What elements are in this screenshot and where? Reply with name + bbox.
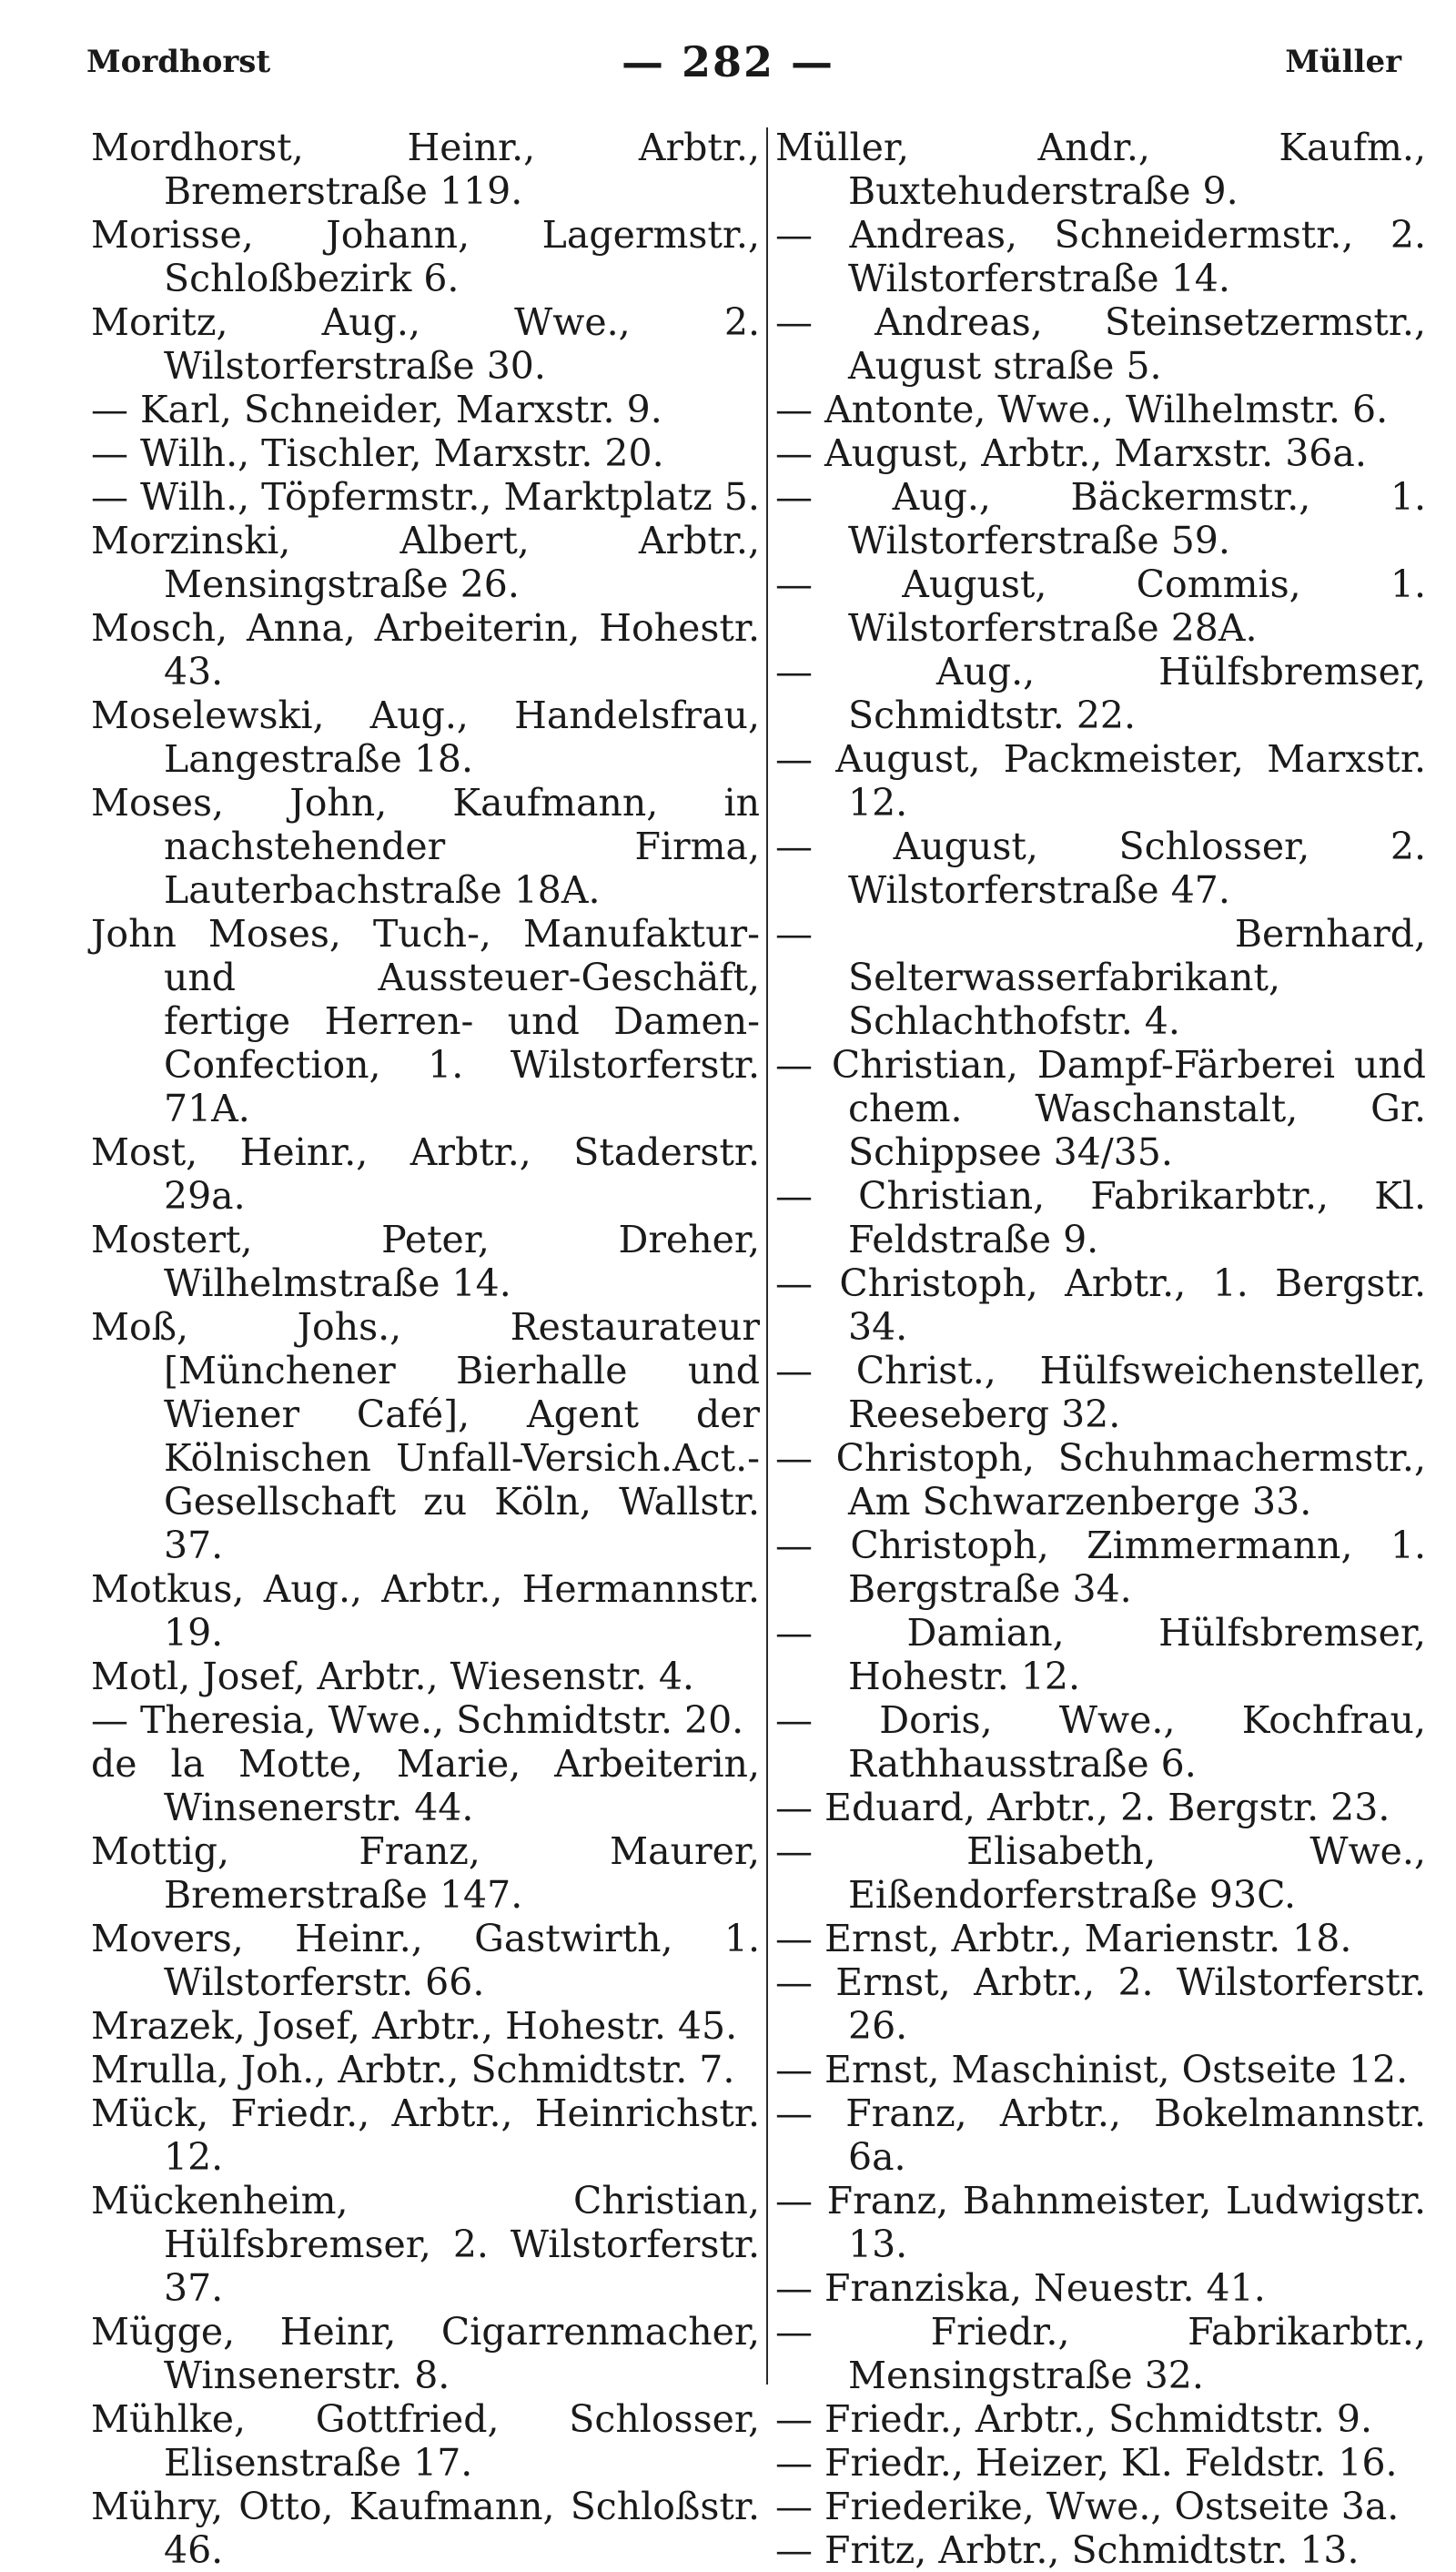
directory-entry: — Andreas, Schneidermstr., 2. Wilstorferstraße 14.: [775, 213, 1426, 300]
directory-entry: Motl, Josef, Arbtr., Wiesenstr. 4.: [91, 1655, 694, 1698]
directory-entry: John Moses, Tuch-, Manufaktur- und Aussteuer-Geschäft, fertige Herren- und Damen-Confection, 1. Wilstorferstr. 71A.: [91, 912, 760, 1130]
directory-entry: Morzinski, Albert, Arbtr., Mensingstraße 26.: [91, 519, 760, 606]
page-number: — 282 —: [621, 37, 835, 86]
directory-entry: — August, Packmeister, Marxstr. 12.: [775, 737, 1426, 825]
directory-entry: — Ernst, Arbtr., 2. Wilstorferstr. 26.: [775, 1960, 1426, 2048]
directory-entry: — Aug., Hülfsbremser, Schmidtstr. 22.: [775, 650, 1426, 737]
directory-entry: Mügge, Heinr, Cigarrenmacher, Winsenerstr. 8.: [91, 2310, 760, 2397]
directory-entry: — Friedr., Heizer, Kl. Feldstr. 16.: [775, 2441, 1398, 2485]
left-column: [91, 126, 760, 2572]
directory-entry: — Franz, Bahnmeister, Ludwigstr. 13.: [775, 2179, 1426, 2266]
directory-entry: Most, Heinr., Arbtr., Staderstr. 29a.: [91, 1130, 760, 1218]
directory-entry: — Christian, Dampf-Färberei und chem. Waschanstalt, Gr. Schippsee 34/35.: [775, 1043, 1426, 1174]
directory-entry: Mrulla, Joh., Arbtr., Schmidtstr. 7.: [91, 2048, 735, 2091]
directory-entry: de la Motte, Marie, Arbeiterin, Winsenerstr. 44.: [91, 1742, 760, 1829]
directory-entry: — Damian, Hülfsbremser, Hohestr. 12.: [775, 1611, 1426, 1698]
directory-entry: — Christoph, Schuhmachermstr., Am Schwarzenberge 33.: [775, 1436, 1426, 1524]
directory-entry: Mrazek, Josef, Arbtr., Hohestr. 45.: [91, 2004, 738, 2048]
directory-entry: Moß, Johs., Restaurateur [Münchener Bierhalle und Wiener Café], Agent der Kölnischen Unfall-Versich.Act.-Gesellschaft zu Köln, Wallstr. 37.: [91, 1305, 760, 1567]
directory-entry: Mottig, Franz, Maurer, Bremerstraße 147.: [91, 1829, 760, 1917]
directory-entry: — Fritz, Arbtr., Schmidtstr. 13.: [775, 2528, 1360, 2572]
directory-entry: Mosch, Anna, Arbeiterin, Hohestr. 43.: [91, 606, 760, 694]
directory-entry: Motkus, Aug., Arbtr., Hermannstr. 19.: [91, 1567, 760, 1655]
directory-entry: — August, Schlosser, 2. Wilstorferstraße 47.: [775, 825, 1426, 912]
directory-entry: Mühlke, Gottfried, Schlosser, Elisenstraße 17.: [91, 2397, 760, 2485]
directory-entry: — Franziska, Neuestr. 41.: [775, 2266, 1266, 2310]
directory-entry: — Ernst, Maschinist, Ostseite 12.: [775, 2048, 1409, 2091]
directory-entry: — Franz, Arbtr., Bokelmannstr. 6a.: [775, 2091, 1426, 2179]
running-head-left: Mordhorst: [86, 44, 271, 80]
directory-entry: Mordhorst, Heinr., Arbtr., Bremerstraße 119.: [91, 126, 760, 213]
directory-entry: Moritz, Aug., Wwe., 2. Wilstorferstraße 30.: [91, 300, 760, 388]
directory-entry: — Wilh., Töpfermstr., Marktplatz 5.: [91, 475, 760, 519]
directory-entry: Mück, Friedr., Arbtr., Heinrichstr. 12.: [91, 2091, 760, 2179]
directory-entry: — Ernst, Arbtr., Marienstr. 18.: [775, 1917, 1352, 1960]
directory-entry: — August, Commis, 1. Wilstorferstraße 28A.: [775, 562, 1426, 650]
directory-entry: — Bernhard, Selterwasserfabrikant, Schlachthofstr. 4.: [775, 912, 1426, 1043]
directory-entry: — Christoph, Zimmermann, 1. Bergstraße 34.: [775, 1524, 1426, 1611]
directory-entry: Mostert, Peter, Dreher, Wilhelmstraße 14.: [91, 1218, 760, 1305]
directory-entry: — Friederike, Wwe., Ostseite 3a.: [775, 2485, 1400, 2528]
directory-entry: — Christian, Fabrikarbtr., Kl. Feldstraße 9.: [775, 1174, 1426, 1261]
directory-entry: — Friedr., Arbtr., Schmidtstr. 9.: [775, 2397, 1372, 2441]
directory-entry: Mühry, Otto, Kaufmann, Schloßstr. 46.: [91, 2485, 760, 2572]
directory-entry: Movers, Heinr., Gastwirth, 1. Wilstorferstr. 66.: [91, 1917, 760, 2004]
directory-entry: Mückenheim, Christian, Hülfsbremser, 2. Wilstorferstr. 37.: [91, 2179, 760, 2310]
running-head-right: Müller: [1285, 44, 1401, 80]
directory-entry: — Elisabeth, Wwe., Eißendorferstraße 93C.: [775, 1829, 1426, 1917]
directory-entry: Morisse, Johann, Lagermstr., Schloßbezirk 6.: [91, 213, 760, 300]
directory-entry: — Andreas, Steinsetzermstr., August straße 5.: [775, 300, 1426, 388]
directory-entry: — Antonte, Wwe., Wilhelmstr. 6.: [775, 388, 1389, 431]
directory-entry: — Doris, Wwe., Kochfrau, Rathhausstraße 6.: [775, 1698, 1426, 1786]
directory-entry: — Karl, Schneider, Marxstr. 9.: [91, 388, 662, 431]
directory-entry: — Eduard, Arbtr., 2. Bergstr. 23.: [775, 1786, 1390, 1829]
directory-entry: Müller, Andr., Kaufm., Buxtehuderstraße 9.: [775, 126, 1426, 213]
directory-entry: — Christoph, Arbtr., 1. Bergstr. 34.: [775, 1261, 1426, 1349]
directory-entry: — Theresia, Wwe., Schmidtstr. 20.: [91, 1698, 744, 1742]
directory-entry: — August, Arbtr., Marxstr. 36a.: [775, 431, 1367, 475]
directory-entry: — Wilh., Tischler, Marxstr. 20.: [91, 431, 664, 475]
directory-entry: Moses, John, Kaufmann, in nachstehender Firma, Lauterbachstraße 18A.: [91, 781, 760, 912]
directory-entry: Moselewski, Aug., Handelsfrau, Langestraße 18.: [91, 694, 760, 781]
right-column: [775, 126, 1426, 2572]
directory-entry: — Christ., Hülfsweichensteller, Reeseberg 32.: [775, 1349, 1426, 1436]
directory-entry: — Friedr., Fabrikarbtr., Mensingstraße 32.: [775, 2310, 1426, 2397]
column-divider: [766, 127, 768, 2385]
directory-entry: — Aug., Bäckermstr., 1. Wilstorferstraße 59.: [775, 475, 1426, 562]
